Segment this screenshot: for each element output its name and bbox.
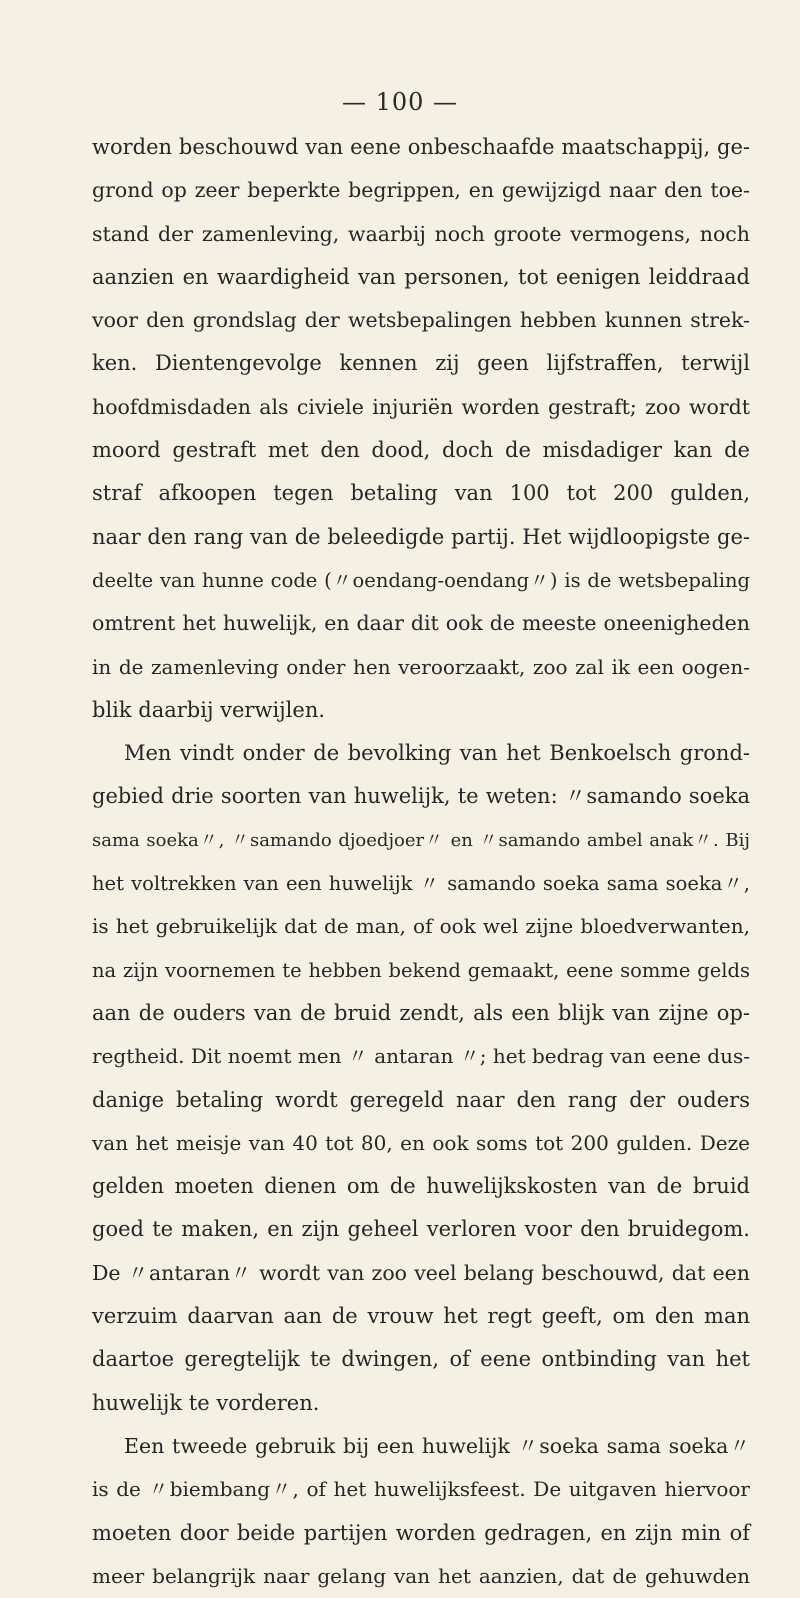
text-line: goed te maken, en zijn geheel verloren voor den bruidegom. xyxy=(92,1217,750,1242)
text-line: moeten door beide partijen worden gedragen, en zijn min of xyxy=(92,1520,750,1545)
text-line: van het meisje van 40 tot 80, en ook soms tot 200 gulden. Deze xyxy=(92,1130,750,1155)
page-number: — 100 — xyxy=(341,88,459,116)
text-line: verzuim daarvan aan de vrouw het regt geeft, om den man xyxy=(92,1304,750,1329)
text-line: deelte van hunne code (〃oendang-oendang〃) is de wetsbepaling xyxy=(92,568,750,592)
text-line: gebied drie soorten van huwelijk, te weten: 〃samando soeka xyxy=(92,784,750,809)
text-line: Een tweede gebruik bij een huwelijk 〃soeka sama soeka〃 xyxy=(124,1433,750,1458)
text-line: blik daarbij verwijlen. xyxy=(92,697,326,722)
text-line: aanzien en waardigheid van personen, tot eenigen leiddraad xyxy=(92,264,750,289)
text-line: regtheid. Dit noemt men 〃 antaran 〃; het bedrag van eene dus- xyxy=(92,1044,750,1069)
text-line: Men vindt onder de bevolking van het Benkoelsch grond- xyxy=(124,741,750,766)
text-line: omtrent het huwelijk, en daar dit ook de meeste oneenigheden xyxy=(92,611,750,636)
text-line: moord gestraft met den dood, doch de misdadiger kan de xyxy=(92,438,750,463)
text-line: meer belangrijk naar gelang van het aanzien, dat de gehuwden xyxy=(92,1563,750,1588)
text-line: naar den rang van de beleedigde partij. Het wijdloopigste ge- xyxy=(92,524,750,549)
body-text xyxy=(92,126,750,1598)
text-line: daartoe geregtelijk te dwingen, of eene ontbinding van het xyxy=(92,1347,750,1372)
text-line: in de zamenleving onder hen veroorzaakt, zoo zal ik een oogen- xyxy=(92,654,750,679)
text-line: danige betaling wordt geregeld naar den rang der ouders xyxy=(92,1087,750,1112)
text-line: aan de ouders van de bruid zendt, als een blijk van zijne op- xyxy=(92,1000,750,1025)
text-line: worden beschouwd van eene onbeschaafde maatschappij, ge- xyxy=(92,135,750,159)
text-line: is de 〃biembang〃, of het huwelijksfeest. De uitgaven hiervoor xyxy=(92,1477,750,1502)
text-line: hoofdmisdaden als civiele injuriën worden gestraft; zoo wordt xyxy=(92,394,750,419)
text-line: is het gebruikelijk dat de man, of ook wel zijne bloedverwanten, xyxy=(92,914,750,939)
text-line: gelden moeten dienen om de huwelijkskosten van de bruid xyxy=(92,1174,750,1199)
text-line: De 〃antaran〃 wordt van zoo veel belang beschouwd, dat een xyxy=(92,1260,750,1285)
text-line: ken. Dientengevolge kennen zij geen lijfstraffen, terwijl xyxy=(92,351,750,376)
text-line: na zijn voornemen te hebben bekend gemaakt, eene somme gelds xyxy=(92,958,750,982)
text-line: stand der zamenleving, waarbij noch groote vermogens, noch xyxy=(92,221,750,246)
text-line: straf afkoopen tegen betaling van 100 tot 200 gulden, xyxy=(92,481,750,506)
text-line: sama soeka〃, 〃samando djoedjoer〃 en 〃samando ambel anak〃. Bij xyxy=(92,829,750,851)
text-line: huwelijk te vorderen. xyxy=(92,1390,320,1415)
text-line: voor den grondslag der wetsbepalingen hebben kunnen strek- xyxy=(92,308,750,333)
text-line: het voltrekken van een huwelijk 〃 samando soeka sama soeka〃, xyxy=(92,872,750,896)
text-line: grond op zeer beperkte begrippen, en gewijzigd naar den toe- xyxy=(92,178,750,203)
